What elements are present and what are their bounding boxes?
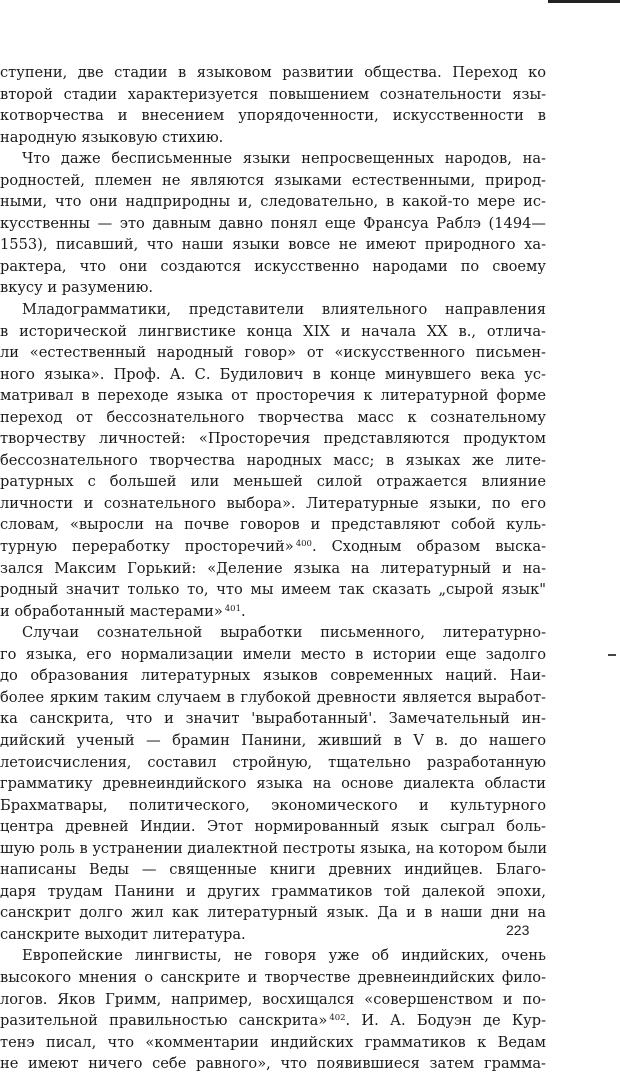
text-line (0, 859, 546, 881)
text-line (0, 967, 546, 989)
text-line (0, 558, 546, 580)
text-line (0, 989, 546, 1011)
text-line-content: ного языка». Проф. А. С. Будилович в конце минувшего века ус- (0, 365, 546, 383)
text-line-content: дийский ученый — брамин Панини, живший в V в. до нашего (0, 731, 546, 749)
text-line-content: родный значит только то, что мы имеем так сказать „сырой язык" (0, 581, 546, 599)
text-line-content: летоисчисления, составил стройную, тщательно разработанную (0, 753, 546, 771)
text-line-content: центра древней Индии. Этот нормированный язык сыграл боль- (0, 818, 546, 836)
text-line-continuation: . И. А. Бодуэн де Кур- (345, 1012, 546, 1030)
text-line-content: бессознательного творчества народных масс; в языках же лите- (0, 451, 546, 469)
text-line (0, 1032, 546, 1054)
text-line-content: матривал в переходе языка от просторечия к литературной форме (0, 387, 546, 405)
text-line (0, 708, 546, 730)
text-line-content: рактера, что они создаются искусственно народами по своему (0, 257, 546, 275)
text-line-content: родностей, племен не являются языками естественными, природ- (0, 171, 546, 189)
text-line (0, 213, 546, 235)
text-line-content: го языка, его нормализации имели место в истории еще задолго (0, 645, 546, 663)
text-line-content: логов. Яков Гримм, например, восхищался «совершенством и по- (0, 990, 546, 1008)
text-line-content: творчеству личностей: «Просторечия представляются продуктом (0, 430, 546, 448)
text-line-content: более ярким таким случаем в глубокой древности является выработ- (0, 688, 546, 706)
text-line (0, 234, 546, 256)
text-line (0, 924, 546, 946)
text-line (0, 752, 546, 774)
text-line-content: ными, что они надприродны и, следовательно, в какой-то мере ис- (0, 193, 546, 211)
text-line (0, 881, 546, 903)
text-line (0, 945, 546, 967)
text-line (0, 450, 546, 472)
text-line-content: турную переработку просторечий» (0, 538, 294, 556)
text-line (0, 665, 546, 687)
text-line (0, 127, 546, 149)
text-line (0, 838, 546, 860)
text-line-continuation: . Сходным образом выска- (311, 538, 547, 556)
footnote-reference: 400 (295, 539, 312, 550)
text-line (0, 601, 546, 623)
text-line (0, 493, 546, 515)
text-line-content: грамматику древнеиндийского языка на основе диалекта области (0, 775, 546, 793)
text-line-content: ли «естественный народный говор» от «искусственного письмен- (0, 344, 546, 362)
text-line (0, 62, 546, 84)
text-line (0, 471, 546, 493)
text-line (0, 536, 546, 558)
text-line-content: ка санскрита, что и значит 'выработанный'. Замечательный ин- (0, 710, 546, 728)
text-line-content: и обработанный мастерами» (0, 602, 223, 620)
text-line (0, 84, 546, 106)
text-line (0, 148, 546, 170)
text-line-continuation: . (240, 602, 246, 620)
text-line-content: разительной правильностью санскрита» (0, 1012, 328, 1030)
text-line-content: словам, «выросли на почве говоров и представляют собой куль- (0, 516, 546, 534)
text-line-content: Младограмматики, представители влиятельного направления (22, 301, 546, 319)
text-line-content: ратурных с большей или меньшей силой отражается влияние (0, 473, 546, 491)
text-line (0, 730, 546, 752)
text-line-content: кусственны — это давным давно понял еще Франсуа Раблэ (1494— (0, 214, 546, 232)
text-line-content: ступени, две стадии в языковом развитии общества. Переход ко (0, 64, 546, 81)
text-line (0, 428, 546, 450)
text-line-content: второй стадии характеризуется повышением сознательности язы- (0, 85, 546, 103)
text-line (0, 385, 546, 407)
text-line-content: вкусу и разумению. (0, 279, 154, 297)
text-line-content: тенэ писал, что «комментарии индийских грамматиков к Ведам (0, 1033, 546, 1051)
text-line (0, 342, 546, 364)
text-line-content: Что даже бесписьменные языки непросвещенных народов, на- (22, 150, 546, 168)
text-line-content: Брахматвары, политического, экономического и культурного (0, 796, 546, 814)
text-line (0, 170, 546, 192)
text-line (0, 299, 546, 321)
text-line (0, 1010, 546, 1032)
text-line-content: не имеют ничего себе равного», что появившиеся затем грамма- (0, 1055, 546, 1073)
text-line-content: Случаи сознательной выработки письменного, литературно- (22, 624, 546, 642)
margin-dash-mark (608, 654, 616, 656)
text-line (0, 687, 546, 709)
text-line-content: котворчества и внесением упорядоченности, искусственности в (0, 107, 546, 125)
text-line (0, 256, 546, 278)
text-line (0, 816, 546, 838)
text-line-content: до образования литературных языков современных наций. Наи- (0, 667, 546, 685)
text-line-content: высокого мнения о санскрите и творчестве древнеиндийских фило- (0, 968, 546, 986)
text-line-content: личности и сознательного выбора». Литературные языки, по его (0, 494, 546, 512)
text-line (0, 795, 546, 817)
text-line-content: зался Максим Горький: «Деление языка на литературный и на- (0, 559, 546, 577)
text-line (0, 321, 546, 343)
text-line-content: написаны Веды — священные книги древних индийцев. Благо- (0, 861, 546, 879)
page-body-text (0, 62, 546, 1075)
text-line (0, 105, 546, 127)
text-line (0, 277, 546, 299)
text-line (0, 644, 546, 666)
text-line (0, 773, 546, 795)
text-line (0, 191, 546, 213)
top-edge-rule (548, 0, 620, 3)
footnote-reference: 402 (329, 1013, 346, 1024)
text-line (0, 514, 546, 536)
page-number: 223 (506, 922, 530, 938)
text-line-content: шую роль в устранении диалектной пестроты языка, на котором были (0, 839, 548, 857)
text-line-content: санскрите выходит литература. (0, 925, 246, 943)
text-line-content: санскрит долго жил как литературный язык. Да и в наши дни на (0, 904, 546, 922)
text-line (0, 902, 546, 924)
text-line-content: народную языковую стихию. (0, 128, 224, 146)
text-line-content: переход от бессознательного творчества масс к сознательному (0, 408, 546, 426)
text-line (0, 579, 546, 601)
footnote-reference: 401 (224, 603, 241, 614)
text-line (0, 407, 546, 429)
text-line-content: в исторической лингвистике конца XIX и начала XX в., отлича- (0, 322, 546, 340)
text-line (0, 622, 546, 644)
text-line (0, 1053, 546, 1075)
text-line (0, 364, 546, 386)
text-line-content: даря трудам Панини и других грамматиков той далекой эпохи, (0, 882, 546, 900)
text-line-content: 1553), писавший, что наши языки вовсе не имеют природного ха- (0, 236, 546, 254)
text-line-content: Европейские лингвисты, не говоря уже об индийских, очень (22, 947, 546, 965)
